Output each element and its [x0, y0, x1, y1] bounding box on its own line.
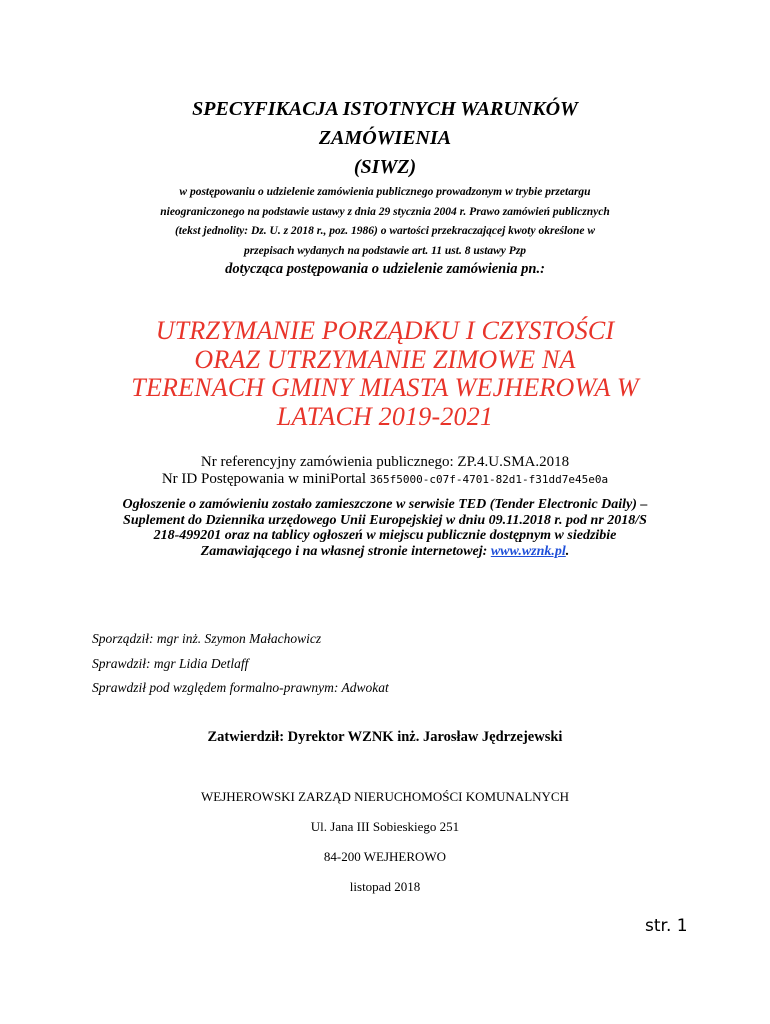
- concerning-line: dotycząca postępowania o udzielenie zamówienia pn.:: [225, 261, 545, 277]
- subtitle-line-1: w postępowaniu o udzielenie zamówienia publicznego prowadzonym w trybie przetargu: [179, 186, 591, 198]
- prepared-by: Sporządził: mgr inż. Szymon Małachowicz: [92, 631, 322, 646]
- legal-check: Sprawdził pod względem formalno-prawnym: Adwokat: [92, 680, 389, 695]
- document-date: listopad 2018: [349, 879, 421, 894]
- title-line-1: SPECYFIKACJA ISTOTNYCH WARUNKÓW: [192, 98, 578, 120]
- publication-notice: [0, 497, 770, 559]
- institution-city: 84-200 WEJHEROWO: [323, 849, 447, 864]
- notice-line-4: [0, 544, 770, 560]
- procedure-id-line: [0, 471, 770, 488]
- website-link[interactable]: www.wznk.pl: [490, 543, 566, 559]
- institution-name: WEJHEROWSKI ZARZĄD NIERUCHOMOŚCI KOMUNALNYCH: [201, 789, 569, 804]
- subject-line-2: ORAZ UTRZYMANIE ZIMOWE NA: [194, 344, 576, 374]
- notice-line-1: Ogłoszenie o zamówieniu zostało zamieszczone w serwisie TED (Tender Electronic Daily) –: [122, 497, 648, 512]
- notice-line-4-text: Zamawiającego i na własnej stronie internetowej:: [200, 543, 491, 559]
- approved-by: Zatwierdził: Dyrektor WZNK inż. Jarosław Jędrzejewski: [207, 729, 563, 745]
- subject-line-1: UTRZYMANIE PORZĄDKU I CZYSTOŚCI: [155, 316, 615, 345]
- subject-line-3: TERENACH GMINY MIASTA WEJHEROWA W: [131, 373, 639, 402]
- institution-street: Ul. Jana III Sobieskiego 251: [310, 819, 460, 834]
- procedure-id-value: 365f5000-c07f-4701-82d1-f31dd7e45e0a: [369, 473, 609, 486]
- subtitle-line-2: nieograniczonego na podstawie ustawy z dnia 29 stycznia 2004 r. Prawo zamówień publicznych: [160, 205, 610, 218]
- reference-block: [0, 454, 770, 488]
- title-line-2: ZAMÓWIENIA: [318, 127, 452, 149]
- notice-line-4-end: .: [565, 543, 570, 559]
- procedure-id-label: Nr ID Postępowania w miniPortal: [161, 471, 370, 487]
- reference-number: Nr referencyjny zamówienia publicznego: ZP.4.U.SMA.2018: [200, 454, 570, 470]
- signatories: [92, 627, 389, 701]
- notice-line-3: 218-499201 oraz na tablicy ogłoszeń w miejscu publicznie dostępnym w siedzibie: [153, 528, 617, 543]
- checked-by: Sprawdził: mgr Lidia Detlaff: [92, 655, 249, 671]
- procurement-subject: [0, 317, 770, 431]
- notice-line-2: Suplement do Dziennika urzędowego Unii Europejskiej w dniu 09.11.2018 r. pod nr 2018/S: [123, 512, 647, 528]
- document-title: [0, 95, 770, 182]
- page-number: str. 1: [645, 916, 688, 936]
- title-line-3: (SIWZ): [353, 156, 417, 178]
- subtitle-line-3: (tekst jednolity: Dz. U. z 2018 r., poz. 1986) o wartości przekraczającej kwoty określone w: [174, 225, 596, 237]
- document-subtitle: [0, 183, 770, 261]
- subject-line-4: LATACH 2019-2021: [276, 401, 494, 431]
- subtitle-line-4: przepisach wydanych na podstawie art. 11 ust. 8 ustawy Pzp: [243, 244, 527, 257]
